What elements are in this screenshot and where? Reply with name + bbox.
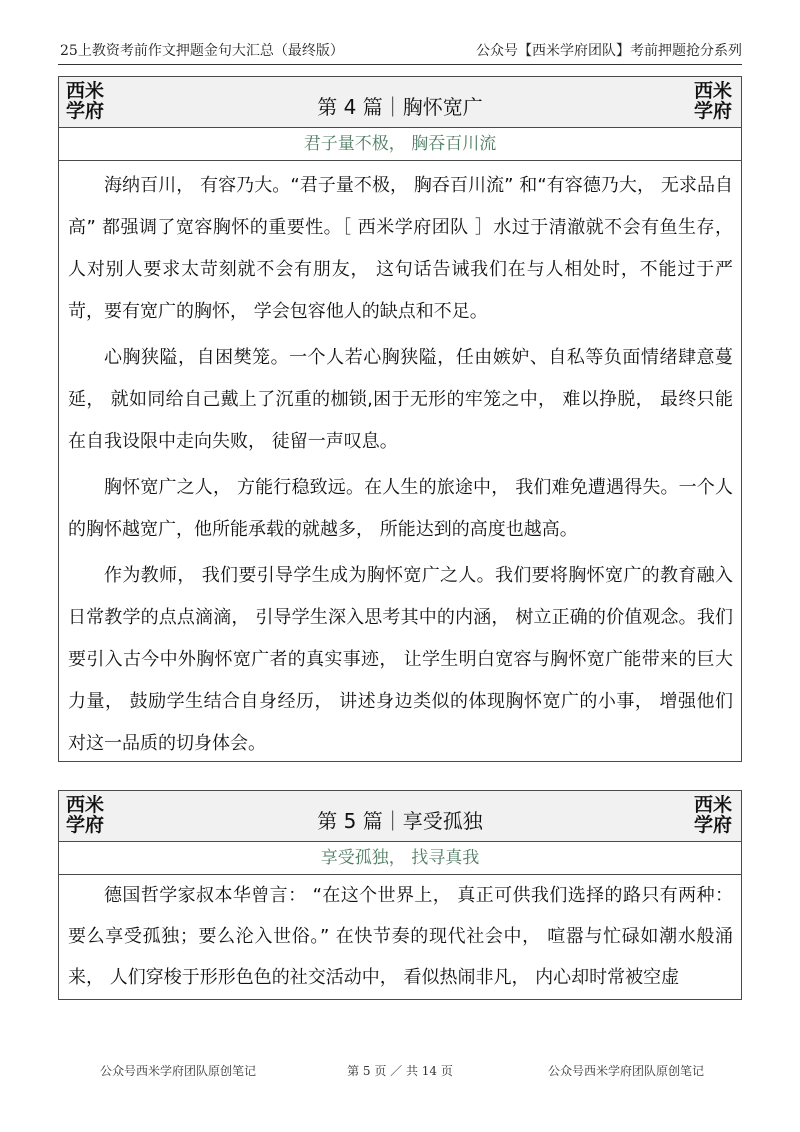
header-left-text: 25上教资考前作文押题金句大汇总（最终版） (60, 43, 344, 59)
xmxf-logo-right (690, 795, 732, 835)
logo-line2: 学府 (66, 100, 105, 122)
article-4-block (58, 76, 742, 762)
article-5-body (59, 875, 741, 998)
logo-line1: 西米 (693, 794, 732, 816)
logo-line2: 学府 (66, 814, 105, 836)
article-5-subtitle: 享受孤独， 找寻真我 (59, 842, 741, 875)
header-right-text: 公众号【西米学府团队】考前押题抢分系列 (476, 43, 742, 59)
article-4-body (59, 161, 741, 765)
paragraph: 海纳百川， 有容乃大。“君子量不极， 胸吞百川流” 和“有容德乃大， 无求品自高” 都强调了宽容胸怀的重要性。［ 西米学府团队 ］水过于清澈就不会有鱼生存， 人对别人要求太苛刻就不会有朋友， 这句话告诫我们在与人相处时，不能过于严苛，要有宽广的胸怀， 学会包容他人的缺点和不足。 (68, 175, 733, 322)
page-header (58, 38, 742, 65)
article-5-block (58, 790, 742, 1000)
page-footer (0, 1062, 800, 1082)
article-5-title: 第 5 篇｜享受孤独 (317, 809, 483, 833)
logo-line1: 西米 (66, 794, 105, 816)
article-5-title-row (59, 791, 741, 842)
article-4-title: 第 4 篇｜胸怀宽广 (317, 95, 483, 119)
article-4-title-row (59, 77, 741, 128)
logo-line1: 西米 (693, 80, 732, 102)
article-4-subtitle: 君子量不极， 胸吞百川流 (59, 128, 741, 161)
footer-right-text: 公众号西米学府团队原创笔记 (548, 1064, 705, 1078)
logo-line1: 西米 (66, 80, 105, 102)
xmxf-logo-right (690, 81, 732, 121)
paragraph: 作为教师， 我们要引导学生成为胸怀宽广之人。我们要将胸怀宽广的教育融入日常教学的点点滴滴， 引导学生深入思考其中的内涵， 树立正确的价值观念。我们要引入古今中外胸怀宽广者的真实事迹， 让学生明白宽容与胸怀宽广能带来的巨大力量， 鼓励学生结合自身经历， 讲述身边类似的体现胸怀宽广的小事， 增强他们对这一品质的切身体会。 (68, 565, 733, 754)
logo-line2: 学府 (693, 100, 732, 122)
paragraph: 心胸狭隘，自困樊笼。一个人若心胸狭隘，任由嫉妒、自私等负面情绪肆意蔓延， 就如同给自己戴上了沉重的枷锁,困于无形的牢笼之中， 难以挣脱， 最终只能在自我设限中走向失败， 徒留一声叹息。 (68, 347, 733, 452)
page-number: 第 5 页 ／ 共 14 页 (347, 1064, 453, 1078)
logo-line2: 学府 (693, 814, 732, 836)
paragraph: 胸怀宽广之人， 方能行稳致远。在人生的旅途中， 我们难免遭遇得失。一个人的胸怀越宽广，他所能承载的就越多， 所能达到的高度也越高。 (68, 477, 733, 540)
footer-left-text: 公众号西米学府团队原创笔记 (100, 1064, 257, 1078)
paragraph: 德国哲学家叔本华曾言： “在这个世界上， 真正可供我们选择的路只有两种：要么享受孤独；要么沦入世俗。” 在快节奏的现代社会中， 喧嚣与忙碌如潮水般涌来， 人们穿梭于形形色色的社交活动中， 看似热闹非凡， 内心却时常被空虚 (68, 885, 733, 988)
